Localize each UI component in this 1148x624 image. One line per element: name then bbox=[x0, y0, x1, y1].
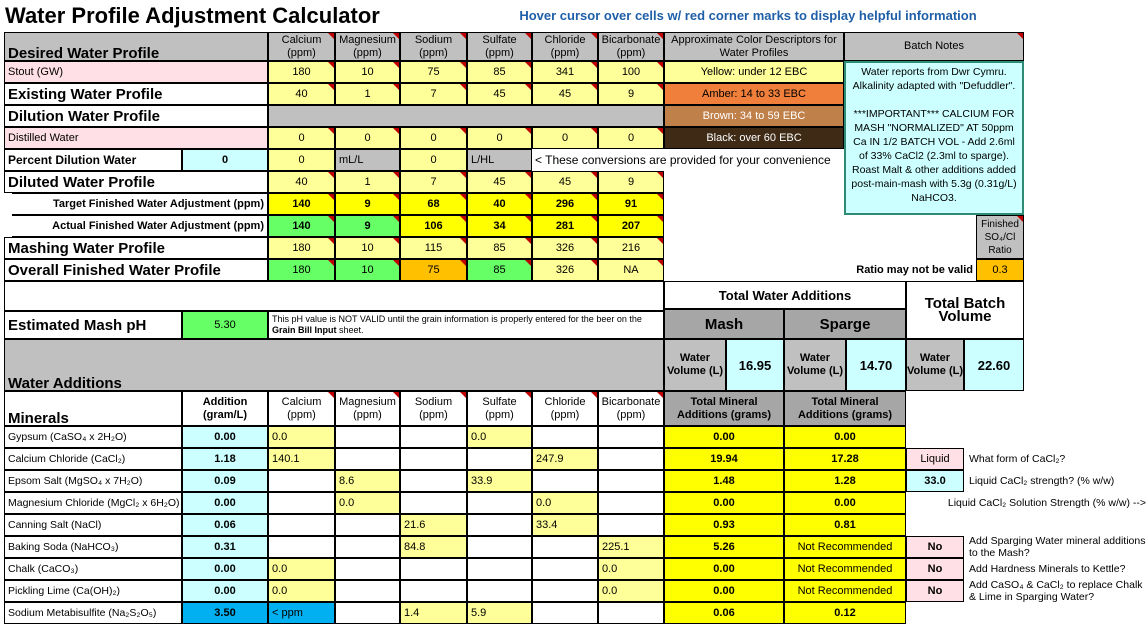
actual-value-4: 281 bbox=[532, 215, 598, 237]
diluted-value-0[interactable]: 40 bbox=[268, 171, 335, 193]
mineral-ion-header-3 bbox=[467, 391, 532, 426]
mineral-name-2: Epsom Salt (MgSO₄ x 7H₂O) bbox=[4, 470, 182, 492]
mineral-sparge-total-0: 0.00 bbox=[784, 426, 906, 448]
mineral-ion-1-0: 140.1 bbox=[268, 448, 335, 470]
target-value-4: 296 bbox=[532, 193, 598, 215]
distilled-value-5[interactable]: 0 bbox=[598, 127, 664, 149]
target-value-5: 91 bbox=[598, 193, 664, 215]
overall-label: Overall Finished Water Profile bbox=[4, 259, 268, 281]
mineral-mash-total-0: 0.00 bbox=[664, 426, 784, 448]
mineral-mash-total-1: 19.94 bbox=[664, 448, 784, 470]
stout-label: Stout (GW) bbox=[4, 61, 268, 83]
mashing-value-1[interactable]: 10 bbox=[335, 237, 400, 259]
blank-row bbox=[4, 281, 664, 311]
mineral-addition-5[interactable]: 0.31 bbox=[182, 536, 268, 558]
mineral-ion-2-1: 8.6 bbox=[335, 470, 400, 492]
percent-hl-unit: L/HL bbox=[467, 149, 532, 171]
batch-volume[interactable]: 22.60 bbox=[964, 339, 1024, 391]
ph-note-note_b: sheet. bbox=[336, 325, 364, 335]
option-value-0[interactable]: Liquid bbox=[906, 448, 964, 470]
mashing-value-5[interactable]: 216 bbox=[598, 237, 664, 259]
mineral-mash-total-4: 0.93 bbox=[664, 514, 784, 536]
mineral-ion-2-2 bbox=[400, 470, 467, 492]
mineral-sparge-total-5: Not Recommended bbox=[784, 536, 906, 558]
minerals-header: Minerals bbox=[4, 391, 182, 426]
mash-total-header: Total Mineral Additions (grams) bbox=[664, 391, 784, 426]
ion-name: Calcium bbox=[281, 395, 322, 408]
mineral-ion-3-0 bbox=[268, 492, 335, 514]
percent-input[interactable]: 0 bbox=[182, 149, 268, 171]
mineral-ion-0-4 bbox=[532, 426, 598, 448]
existing-value-5[interactable]: 9 bbox=[598, 83, 664, 105]
ph-value: 5.30 bbox=[182, 311, 268, 339]
option-value-5[interactable]: No bbox=[906, 558, 964, 580]
existing-label: Existing Water Profile bbox=[4, 83, 268, 105]
option-question-1: Liquid CaCl₂ strength? (% w/w) bbox=[969, 475, 1115, 487]
mineral-addition-6[interactable]: 0.00 bbox=[182, 558, 268, 580]
mashing-value-2[interactable]: 115 bbox=[400, 237, 467, 259]
actual-value-5: 207 bbox=[598, 215, 664, 237]
mineral-ion-2-0 bbox=[268, 470, 335, 492]
option-value-4[interactable]: No bbox=[906, 536, 964, 558]
diluted-value-2[interactable]: 7 bbox=[400, 171, 467, 193]
mineral-name-0: Gypsum (CaSO₄ x 2H₂O) bbox=[4, 426, 182, 448]
indent-spacer bbox=[4, 193, 12, 237]
conversion-note: < These conversions are provided for your convenience bbox=[535, 152, 831, 167]
ion-unit: (ppm) bbox=[287, 46, 316, 59]
stout-value-3[interactable]: 85 bbox=[467, 61, 532, 83]
ion-unit: (ppm) bbox=[485, 408, 514, 421]
desired-profile-header: Desired Water Profile bbox=[4, 32, 268, 61]
mineral-ion-0-1 bbox=[335, 426, 400, 448]
mineral-name-6: Chalk (CaCO₃) bbox=[4, 558, 182, 580]
mineral-sparge-total-8: 0.12 bbox=[784, 602, 906, 624]
ion-unit: (ppm) bbox=[353, 408, 382, 421]
mineral-name-1: Calcium Chloride (CaCl₂) bbox=[4, 448, 182, 470]
ion-header-5 bbox=[598, 32, 664, 61]
mineral-ion-header-4 bbox=[532, 391, 598, 426]
mineral-ion-8-4 bbox=[532, 602, 598, 624]
mineral-ion-7-2 bbox=[400, 580, 467, 602]
mash-volume[interactable]: 16.95 bbox=[726, 339, 784, 391]
mineral-ion-5-5: 225.1 bbox=[598, 536, 664, 558]
diluted-value-1[interactable]: 1 bbox=[335, 171, 400, 193]
existing-value-2[interactable]: 7 bbox=[400, 83, 467, 105]
mineral-sparge-total-2: 1.28 bbox=[784, 470, 906, 492]
mineral-ion-4-1 bbox=[335, 514, 400, 536]
mineral-ion-3-1: 0.0 bbox=[335, 492, 400, 514]
mineral-addition-1[interactable]: 1.18 bbox=[182, 448, 268, 470]
mashing-value-4[interactable]: 326 bbox=[532, 237, 598, 259]
mineral-sparge-total-4: 0.81 bbox=[784, 514, 906, 536]
stout-value-5[interactable]: 100 bbox=[598, 61, 664, 83]
mineral-ion-8-5 bbox=[598, 602, 664, 624]
option-question-0: What form of CaCl₂? bbox=[969, 453, 1066, 465]
actual-value-2: 106 bbox=[400, 215, 467, 237]
ion-unit: (ppm) bbox=[419, 46, 448, 59]
mineral-ion-1-3 bbox=[467, 448, 532, 470]
percent-hl: 0 bbox=[400, 149, 467, 171]
mineral-ion-2-4 bbox=[532, 470, 598, 492]
mineral-addition-0[interactable]: 0.00 bbox=[182, 426, 268, 448]
overall-value-2[interactable]: 75 bbox=[400, 259, 467, 281]
mineral-sparge-total-3: 0.00 bbox=[784, 492, 906, 514]
mineral-addition-7[interactable]: 0.00 bbox=[182, 580, 268, 602]
mineral-name-3: Magnesium Chloride (MgCl₂ x 6H₂O) bbox=[4, 492, 182, 514]
color-descriptor-2: Brown: 34 to 59 EBC bbox=[664, 105, 844, 127]
ion-name: Sodium bbox=[414, 33, 453, 46]
target-label: Target Finished Water Adjustment (ppm) bbox=[4, 193, 268, 215]
page-title: Water Profile Adjustment Calculator bbox=[5, 2, 380, 28]
ion-header-3 bbox=[467, 32, 532, 61]
ion-name: Sulfate bbox=[482, 33, 517, 46]
sparge-volume[interactable]: 14.70 bbox=[846, 339, 906, 391]
color-descriptor-1: Amber: 14 to 33 EBC bbox=[664, 83, 844, 105]
mineral-ion-7-1 bbox=[335, 580, 400, 602]
mineral-ion-6-3 bbox=[467, 558, 532, 580]
ion-name: Bicarbonate bbox=[601, 395, 661, 408]
mineral-addition-8[interactable]: 3.50 bbox=[182, 602, 268, 624]
sparge-volume-label: Water Volume (L) bbox=[784, 339, 846, 391]
mineral-sparge-total-1: 17.28 bbox=[784, 448, 906, 470]
diluted-value-3[interactable]: 45 bbox=[467, 171, 532, 193]
mineral-mash-total-3: 0.00 bbox=[664, 492, 784, 514]
mineral-ion-3-5 bbox=[598, 492, 664, 514]
mineral-addition-4[interactable]: 0.06 bbox=[182, 514, 268, 536]
mineral-ion-header-5 bbox=[598, 391, 664, 426]
actual-value-0: 140 bbox=[268, 215, 335, 237]
ion-name: Sulfate bbox=[482, 395, 517, 408]
diluted-value-5[interactable]: 9 bbox=[598, 171, 664, 193]
distilled-label: Distilled Water bbox=[4, 127, 268, 149]
mineral-ion-3-4: 0.0 bbox=[532, 492, 598, 514]
mineral-ion-header-1 bbox=[335, 391, 400, 426]
mineral-ion-7-4 bbox=[532, 580, 598, 602]
mineral-ion-7-5: 0.0 bbox=[598, 580, 664, 602]
ratio-value: 0.3 bbox=[976, 259, 1024, 281]
percent-label: Percent Dilution Water bbox=[4, 149, 182, 171]
batch-volume-label: Water Volume (L) bbox=[906, 339, 964, 391]
actual-label: Actual Finished Water Adjustment (ppm) bbox=[4, 215, 268, 237]
ph-label: Estimated Mash pH bbox=[4, 311, 182, 339]
ion-name: Magnesium bbox=[339, 33, 396, 46]
mash-volume-label: Water Volume (L) bbox=[664, 339, 726, 391]
ion-name: Sodium bbox=[414, 395, 453, 408]
mineral-ion-header-0 bbox=[268, 391, 335, 426]
option-question-5: Add Hardness Minerals to Kettle? bbox=[969, 563, 1126, 575]
mineral-mash-total-2: 1.48 bbox=[664, 470, 784, 492]
mineral-addition-3[interactable]: 0.00 bbox=[182, 492, 268, 514]
ion-name: Magnesium bbox=[339, 395, 396, 408]
target-value-2: 68 bbox=[400, 193, 467, 215]
mineral-ion-7-0: 0.0 bbox=[268, 580, 335, 602]
mineral-sparge-total-6: Not Recommended bbox=[784, 558, 906, 580]
mineral-ion-8-1 bbox=[335, 602, 400, 624]
diluted-value-4[interactable]: 45 bbox=[532, 171, 598, 193]
option-question-6: Add CaSO₄ & CaCl₂ to replace Chalk & Lime in Sparging Water? bbox=[969, 580, 1143, 602]
stout-value-0[interactable]: 180 bbox=[268, 61, 335, 83]
mineral-name-5: Baking Soda (NaHCO₃) bbox=[4, 536, 182, 558]
ion-header-0 bbox=[268, 32, 335, 61]
mineral-ion-5-2: 84.8 bbox=[400, 536, 467, 558]
distilled-value-2[interactable]: 0 bbox=[400, 127, 467, 149]
mineral-name-4: Canning Salt (NaCl) bbox=[4, 514, 182, 536]
batch-notes-header: Batch Notes bbox=[844, 32, 1024, 61]
total-additions-header: Total Water Additions bbox=[664, 281, 906, 309]
mineral-name-7: Pickling Lime (Ca(OH)₂) bbox=[4, 580, 182, 602]
sparge-total-header: Total Mineral Additions (grams) bbox=[784, 391, 906, 426]
mineral-ion-5-4 bbox=[532, 536, 598, 558]
mineral-ion-8-2: 1.4 bbox=[400, 602, 467, 624]
color-descriptor-header: Approximate Color Descriptors for Water Profiles bbox=[664, 32, 844, 61]
stout-value-2[interactable]: 75 bbox=[400, 61, 467, 83]
mineral-ion-3-2 bbox=[400, 492, 467, 514]
mineral-ion-0-0: 0.0 bbox=[268, 426, 335, 448]
ion-unit: (ppm) bbox=[419, 408, 448, 421]
distilled-value-0[interactable]: 0 bbox=[268, 127, 335, 149]
mineral-ion-2-5 bbox=[598, 470, 664, 492]
ion-name: Calcium bbox=[281, 33, 322, 46]
existing-value-1[interactable]: 1 bbox=[335, 83, 400, 105]
dilution-blank bbox=[268, 105, 664, 127]
ion-name: Chloride bbox=[544, 33, 586, 46]
mineral-ion-7-3 bbox=[467, 580, 532, 602]
distilled-value-1[interactable]: 0 bbox=[335, 127, 400, 149]
target-value-3: 40 bbox=[467, 193, 532, 215]
mineral-ion-5-0 bbox=[268, 536, 335, 558]
mashing-value-3[interactable]: 85 bbox=[467, 237, 532, 259]
mineral-mash-total-6: 0.00 bbox=[664, 558, 784, 580]
ph-note-note_link[interactable]: Grain Bill Input bbox=[272, 325, 337, 335]
mineral-ion-4-4: 33.4 bbox=[532, 514, 598, 536]
ion-unit: (ppm) bbox=[550, 46, 580, 59]
ph-note-note_a: This pH value is NOT VALID until the grain information is properly entered for the beer on the bbox=[272, 314, 642, 324]
distilled-value-3[interactable]: 0 bbox=[467, 127, 532, 149]
mineral-mash-total-8: 0.06 bbox=[664, 602, 784, 624]
mineral-ion-4-5 bbox=[598, 514, 664, 536]
mineral-ion-5-1 bbox=[335, 536, 400, 558]
existing-value-4[interactable]: 45 bbox=[532, 83, 598, 105]
mashing-label: Mashing Water Profile bbox=[4, 237, 268, 259]
ion-unit: (ppm) bbox=[616, 46, 646, 59]
option-value-1[interactable]: 33.0 bbox=[906, 470, 964, 492]
distilled-value-4[interactable]: 0 bbox=[532, 127, 598, 149]
ion-unit: (ppm) bbox=[353, 46, 382, 59]
mash-header: Mash bbox=[664, 309, 784, 339]
ph-note bbox=[268, 311, 664, 339]
mineral-ion-header-2 bbox=[400, 391, 467, 426]
option-question-2: Liquid CaCl₂ Solution Strength (% w/w) --> bbox=[947, 497, 1146, 509]
ion-unit: (ppm) bbox=[616, 408, 646, 421]
ion-header-1 bbox=[335, 32, 400, 61]
ion-unit: (ppm) bbox=[485, 46, 514, 59]
sparge-header: Sparge bbox=[784, 309, 906, 339]
existing-value-0[interactable]: 40 bbox=[268, 83, 335, 105]
ratio-header: Finished SO₄/Cl Ratio bbox=[976, 215, 1024, 259]
overall-value-5[interactable]: NA bbox=[598, 259, 664, 281]
hover-note: Hover cursor over cells w/ red corner marks to display helpful information bbox=[519, 7, 977, 23]
overall-value-1[interactable]: 10 bbox=[335, 259, 400, 281]
mineral-ion-6-0: 0.0 bbox=[268, 558, 335, 580]
percent-ml-unit: mL/L bbox=[335, 149, 400, 171]
dilution-label: Dilution Water Profile bbox=[4, 105, 268, 127]
actual-value-1: 9 bbox=[335, 215, 400, 237]
mineral-ion-0-3: 0.0 bbox=[467, 426, 532, 448]
mineral-ion-6-5: 0.0 bbox=[598, 558, 664, 580]
target-value-1: 9 bbox=[335, 193, 400, 215]
color-descriptor-3: Black: over 60 EBC bbox=[664, 127, 844, 149]
mineral-ion-4-0 bbox=[268, 514, 335, 536]
stout-value-4[interactable]: 341 bbox=[532, 61, 598, 83]
mineral-ion-0-5 bbox=[598, 426, 664, 448]
stout-value-1[interactable]: 10 bbox=[335, 61, 400, 83]
mineral-ion-4-3 bbox=[467, 514, 532, 536]
mineral-ion-0-2 bbox=[400, 426, 467, 448]
option-value-6[interactable]: No bbox=[906, 580, 964, 602]
ion-header-2 bbox=[400, 32, 467, 61]
ion-unit: (ppm) bbox=[550, 408, 580, 421]
mineral-addition-2[interactable]: 0.09 bbox=[182, 470, 268, 492]
mineral-ion-6-2 bbox=[400, 558, 467, 580]
color-descriptor-0: Yellow: under 12 EBC bbox=[664, 61, 844, 83]
mineral-ion-8-0: < ppm bbox=[268, 602, 335, 624]
overall-value-4[interactable]: 326 bbox=[532, 259, 598, 281]
mineral-ion-1-2 bbox=[400, 448, 467, 470]
overall-value-3[interactable]: 85 bbox=[467, 259, 532, 281]
batch-volume-header: Total Batch Volume bbox=[906, 281, 1024, 339]
ion-name: Chloride bbox=[544, 395, 586, 408]
mineral-name-8: Sodium Metabisulfite (Na₂S₂O₅) bbox=[4, 602, 182, 624]
mineral-ion-8-3: 5.9 bbox=[467, 602, 532, 624]
mineral-mash-total-7: 0.00 bbox=[664, 580, 784, 602]
target-value-0: 140 bbox=[268, 193, 335, 215]
addition-header: Addition (gram/L) bbox=[182, 391, 268, 426]
mineral-ion-1-4: 247.9 bbox=[532, 448, 598, 470]
percent-ml: 0 bbox=[268, 149, 335, 171]
ratio-warning: Ratio may not be valid bbox=[856, 263, 973, 276]
option-question-4: Add Sparging Water mineral additions to the Mash? bbox=[969, 536, 1146, 558]
overall-value-0[interactable]: 180 bbox=[268, 259, 335, 281]
ion-header-4 bbox=[532, 32, 598, 61]
diluted-label: Diluted Water Profile bbox=[4, 171, 268, 193]
water-additions-label: Water Additions bbox=[4, 339, 664, 391]
mineral-mash-total-5: 5.26 bbox=[664, 536, 784, 558]
mashing-value-0[interactable]: 180 bbox=[268, 237, 335, 259]
mineral-ion-1-1 bbox=[335, 448, 400, 470]
mineral-ion-6-1 bbox=[335, 558, 400, 580]
mineral-ion-6-4 bbox=[532, 558, 598, 580]
existing-value-3[interactable]: 45 bbox=[467, 83, 532, 105]
actual-value-3: 34 bbox=[467, 215, 532, 237]
mineral-ion-3-3 bbox=[467, 492, 532, 514]
batch-notes-text: Water reports from Dwr Cymru. Alkalinity adapted with "Defuddler". ***IMPORTANT*** CALCIUM FOR MASH "NORMALIZED" AT 50ppm Ca IN 1/2 BATCH VOL - Add 2.6ml of 33% CaCl2 (2.3ml to sparge). Roast Malt & other additions added post-main-mash with 5.3g (0.31g/L) NaHCO3. bbox=[844, 61, 1024, 215]
mineral-ion-1-5 bbox=[598, 448, 664, 470]
mineral-ion-2-3: 33.9 bbox=[467, 470, 532, 492]
mineral-ion-5-3 bbox=[467, 536, 532, 558]
ion-unit: (ppm) bbox=[287, 408, 316, 421]
ion-name: Bicarbonate bbox=[601, 33, 661, 46]
mineral-sparge-total-7: Not Recommended bbox=[784, 580, 906, 602]
mineral-ion-4-2: 21.6 bbox=[400, 514, 467, 536]
